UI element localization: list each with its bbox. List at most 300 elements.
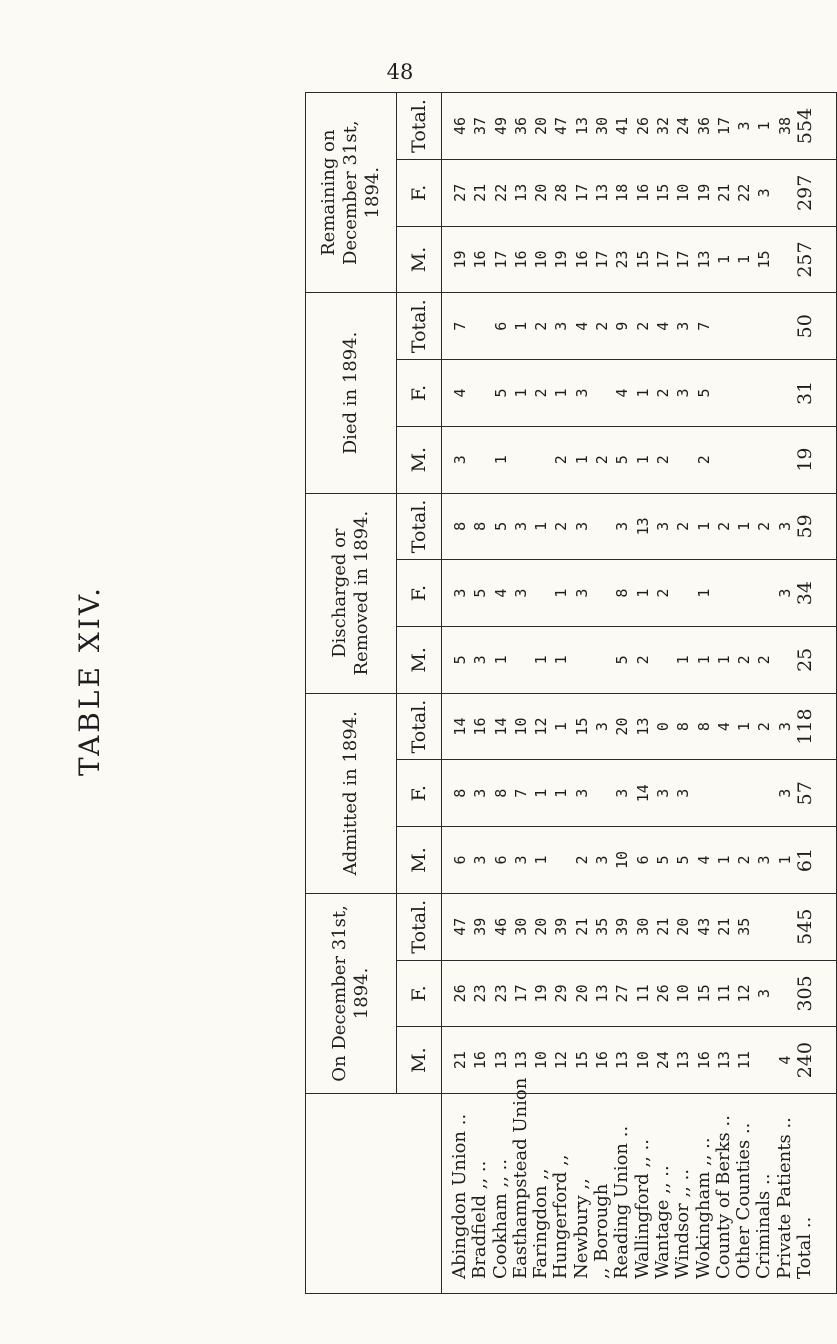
data-cell: [531, 560, 551, 626]
data-cell: 28: [552, 183, 571, 202]
data-cell: 1: [735, 722, 754, 732]
data-cell: 47: [552, 116, 571, 135]
data-cell: [572, 627, 592, 693]
data-cell: 1: [572, 455, 591, 465]
data-cell: 3: [775, 722, 794, 732]
column-header: Total.: [397, 493, 442, 560]
total-cell: 545: [794, 908, 817, 945]
data-cell: 1: [552, 588, 571, 598]
data-cell: 9: [613, 321, 632, 331]
group-header: Discharged or Removed in 1894.: [306, 493, 397, 693]
data-cell: 32: [653, 116, 672, 135]
data-cell: 16: [633, 183, 652, 202]
data-cell: 1: [491, 655, 510, 665]
row-label: Private Patients ..: [773, 1117, 795, 1279]
data-cell: [754, 894, 774, 960]
data-column: [442, 293, 837, 360]
data-cell: 1: [491, 455, 510, 465]
data-column: [442, 360, 837, 427]
data-cell: 3: [755, 855, 774, 865]
data-cell: 17: [714, 116, 733, 135]
data-cell: 20: [674, 917, 693, 936]
statistics-table: [305, 92, 817, 1294]
data-cell: 7: [451, 321, 469, 331]
data-cell: 18: [613, 183, 632, 202]
data-cell: 3: [755, 188, 774, 198]
data-cell: 3: [593, 855, 612, 865]
total-cell: 19: [794, 447, 817, 472]
data-cell: 21: [572, 917, 591, 936]
data-cell: 30: [593, 116, 612, 135]
data-cell: 1: [511, 321, 530, 331]
data-cell: [714, 427, 734, 493]
data-cell: 16: [593, 1051, 612, 1070]
data-cell: 20: [532, 183, 551, 202]
data-cell: [673, 427, 693, 493]
data-cell: 16: [471, 717, 490, 736]
data-cell: 5: [451, 655, 469, 665]
data-cell: 3: [775, 521, 794, 531]
data-cell: 43: [694, 917, 713, 936]
data-cell: [734, 360, 754, 426]
data-cell: 2: [755, 655, 774, 665]
data-cell: 3: [511, 855, 530, 865]
row-label-header: [306, 1094, 442, 1294]
data-cell: 5: [491, 521, 510, 531]
data-cell: 26: [653, 984, 672, 1003]
data-cell: [734, 293, 754, 359]
row-label: Wokingham ,, ..: [692, 1137, 714, 1279]
data-cell: 2: [633, 321, 652, 331]
total-cell: 61: [794, 847, 817, 873]
data-column: [442, 159, 837, 226]
data-cell: [714, 293, 734, 359]
row-label: Hungerford ,,: [550, 1154, 572, 1279]
data-cell: 1: [532, 521, 551, 531]
data-cell: 26: [451, 984, 469, 1003]
data-cell: 13: [593, 183, 612, 202]
data-cell: [511, 427, 531, 493]
data-cell: 3: [613, 788, 632, 798]
data-cell: 3: [572, 521, 591, 531]
data-cell: 17: [491, 250, 510, 269]
data-cell: 12: [552, 1051, 571, 1070]
data-cell: 1: [532, 855, 551, 865]
data-column: [442, 1027, 837, 1094]
total-cell: 34: [794, 581, 817, 606]
data-cell: 2: [552, 521, 571, 531]
row-label: ,, Borough: [591, 1183, 613, 1279]
total-cell: 50: [794, 314, 817, 339]
data-cell: [714, 760, 734, 826]
data-cell: 5: [613, 455, 632, 465]
column-header: Total.: [397, 93, 442, 160]
data-cell: 1: [674, 655, 693, 665]
data-cell: [734, 560, 754, 626]
data-cell: 17: [653, 250, 672, 269]
data-cell: 36: [694, 116, 713, 135]
group-header: Admitted in 1894.: [306, 693, 397, 893]
data-cell: [775, 360, 795, 426]
data-cell: 1: [755, 121, 774, 131]
data-cell: 16: [511, 250, 530, 269]
data-cell: 3: [653, 521, 672, 531]
data-cell: 2: [735, 855, 754, 865]
data-cell: 3: [613, 521, 632, 531]
data-cell: 16: [471, 1051, 490, 1070]
data-cell: 20: [532, 917, 551, 936]
data-cell: 21: [714, 917, 733, 936]
data-cell: 10: [613, 850, 632, 870]
data-cell: 26: [633, 116, 652, 135]
data-cell: 6: [491, 321, 510, 331]
data-cell: 2: [653, 455, 672, 465]
data-cell: 47: [451, 917, 469, 936]
data-cell: 1: [775, 855, 794, 865]
total-cell: 554: [794, 107, 817, 145]
data-cell: 22: [735, 183, 754, 202]
data-cell: 19: [451, 250, 469, 269]
data-cell: [734, 760, 754, 826]
column-header: Total.: [397, 893, 442, 960]
data-cell: 15: [572, 717, 591, 736]
data-cell: 14: [451, 717, 469, 736]
row-label: Reading Union ..: [611, 1125, 633, 1279]
data-cell: [592, 494, 612, 560]
data-cell: [470, 360, 490, 426]
data-cell: 1: [714, 255, 733, 265]
data-cell: [694, 760, 714, 826]
data-cell: 1: [714, 855, 733, 865]
data-cell: 1: [532, 655, 551, 665]
data-cell: 12: [532, 717, 551, 736]
data-cell: 10: [532, 250, 551, 269]
data-cell: 17: [674, 250, 693, 269]
data-cell: [775, 293, 795, 359]
data-cell: [592, 360, 612, 426]
data-cell: 29: [552, 984, 571, 1003]
data-cell: [592, 627, 612, 693]
data-cell: 3: [552, 321, 571, 331]
column-header: M.: [397, 426, 442, 493]
data-cell: 11: [714, 984, 733, 1003]
group-header: On December 31st, 1894.: [306, 893, 397, 1093]
data-cell: [754, 760, 774, 826]
row-label: Total ..: [794, 1216, 816, 1279]
data-cell: 2: [593, 321, 612, 331]
data-cell: 38: [775, 116, 794, 135]
data-cell: [470, 293, 490, 359]
data-cell: 15: [694, 984, 713, 1003]
data-cell: 1: [694, 588, 713, 598]
column-header: M.: [397, 626, 442, 693]
data-cell: 17: [593, 250, 612, 269]
total-cell: 118: [794, 708, 817, 745]
data-cell: 3: [451, 455, 469, 465]
data-cell: [775, 427, 795, 493]
data-cell: 19: [532, 984, 551, 1003]
data-cell: 3: [511, 588, 530, 598]
data-cell: 17: [511, 984, 530, 1003]
data-cell: 20: [532, 116, 551, 135]
data-cell: 13: [633, 517, 652, 536]
data-column: [442, 827, 837, 894]
data-cell: 3: [572, 788, 591, 798]
data-cell: 1: [735, 521, 754, 531]
data-cell: 2: [552, 455, 571, 465]
data-cell: 3: [471, 855, 490, 865]
data-cell: [754, 427, 774, 493]
data-cell: 21: [451, 1051, 469, 1070]
data-cell: 10: [633, 1051, 652, 1070]
data-cell: 3: [572, 588, 591, 598]
data-cell: 13: [511, 1051, 530, 1070]
column-header: F.: [397, 760, 442, 827]
data-cell: 20: [613, 717, 632, 736]
data-cell: 8: [674, 722, 693, 732]
data-cell: 13: [674, 1051, 693, 1070]
row-label: Cookham ,, ..: [489, 1158, 511, 1279]
data-cell: 1: [633, 388, 652, 398]
data-cell: 20: [572, 984, 591, 1003]
column-header: M.: [397, 1027, 442, 1094]
data-cell: 13: [714, 1051, 733, 1070]
data-cell: 4: [775, 1055, 794, 1065]
data-cell: 2: [714, 521, 733, 531]
data-cell: 5: [471, 588, 490, 598]
data-cell: 13: [694, 250, 713, 269]
data-cell: 23: [491, 984, 510, 1003]
data-cell: 15: [572, 1051, 591, 1070]
data-cell: 2: [532, 388, 551, 398]
column-header: F.: [397, 960, 442, 1027]
data-cell: 8: [451, 521, 469, 531]
data-cell: 21: [714, 183, 733, 202]
row-label: Windsor ,, ..: [672, 1168, 694, 1279]
data-cell: 13: [572, 116, 591, 135]
data-cell: [470, 427, 490, 493]
column-header: F.: [397, 159, 442, 226]
data-cell: 8: [694, 722, 713, 732]
data-cell: 24: [653, 1051, 672, 1070]
data-cell: 39: [552, 917, 571, 936]
data-cell: 3: [511, 521, 530, 531]
data-cell: 14: [633, 784, 652, 803]
data-cell: 15: [653, 183, 672, 202]
data-cell: 24: [674, 116, 693, 135]
data-column: [442, 426, 837, 493]
data-cell: 2: [653, 588, 672, 598]
row-label: Criminals ..: [753, 1173, 775, 1279]
data-cell: 21: [653, 917, 672, 936]
data-cell: 27: [451, 183, 469, 202]
data-cell: 10: [511, 717, 530, 736]
data-cell: 5: [653, 855, 672, 865]
total-cell: 257: [794, 241, 817, 278]
data-cell: 4: [491, 588, 510, 598]
data-cell: 8: [491, 788, 510, 798]
data-cell: 30: [511, 917, 530, 936]
group-header: Remaining on December 31st, 1894.: [306, 93, 397, 293]
column-header: F.: [397, 560, 442, 627]
data-cell: 4: [451, 388, 469, 398]
data-cell: 6: [633, 855, 652, 865]
total-cell: 25: [794, 647, 817, 672]
data-cell: [673, 560, 693, 626]
column-header: M.: [397, 226, 442, 293]
data-cell: [592, 560, 612, 626]
data-cell: 4: [694, 855, 713, 865]
column-header: M.: [397, 827, 442, 894]
data-cell: 8: [451, 788, 469, 798]
data-cell: 5: [674, 855, 693, 865]
data-cell: 2: [755, 521, 774, 531]
table-title: TABLE XIV.: [73, 584, 107, 776]
column-header: Total.: [397, 693, 442, 760]
data-cell: [551, 827, 571, 893]
data-cell: 41: [613, 116, 632, 135]
data-cell: 2: [653, 388, 672, 398]
data-column: [442, 960, 837, 1027]
data-cell: [775, 627, 795, 693]
data-cell: 1: [633, 455, 652, 465]
data-cell: 4: [572, 321, 591, 331]
row-label: Easthampstead Union: [509, 1077, 531, 1279]
data-cell: [754, 1027, 774, 1093]
data-cell: 7: [511, 788, 530, 798]
data-cell: [775, 227, 795, 293]
data-column: [442, 893, 837, 960]
data-cell: 2: [694, 455, 713, 465]
data-cell: 1: [552, 788, 571, 798]
column-header: F.: [397, 360, 442, 427]
data-cell: 21: [471, 183, 490, 202]
data-cell: 1: [714, 655, 733, 665]
data-cell: 5: [613, 655, 632, 665]
data-cell: 4: [653, 321, 672, 331]
row-label: Other Counties ..: [733, 1122, 755, 1279]
data-cell: 30: [633, 917, 652, 936]
data-cell: 23: [613, 250, 632, 269]
total-cell: 297: [794, 174, 817, 211]
data-cell: [754, 560, 774, 626]
data-cell: 37: [471, 116, 490, 135]
data-cell: 36: [511, 116, 530, 135]
data-cell: [754, 360, 774, 426]
row-label: Wallingford ,, ..: [631, 1138, 653, 1279]
data-cell: 10: [674, 183, 693, 202]
data-cell: 11: [633, 984, 652, 1003]
data-cell: 1: [694, 521, 713, 531]
data-cell: 49: [491, 116, 510, 135]
data-cell: 3: [674, 788, 693, 798]
data-column: [442, 560, 837, 627]
row-label: Faringdon ,,: [530, 1168, 552, 1279]
data-column: [442, 226, 837, 293]
data-column: [442, 93, 837, 160]
total-cell: 240: [794, 1042, 817, 1079]
data-cell: 0: [653, 722, 672, 732]
data-cell: 1: [633, 588, 652, 598]
page-number: 48: [386, 60, 414, 84]
data-cell: [653, 627, 673, 693]
data-cell: 22: [491, 183, 510, 202]
group-header: Died in 1894.: [306, 293, 397, 493]
data-column: [442, 626, 837, 693]
data-cell: [734, 427, 754, 493]
data-column: [442, 693, 837, 760]
data-cell: 2: [532, 321, 551, 331]
data-cell: 15: [755, 250, 774, 269]
data-cell: 1: [552, 388, 571, 398]
row-label: Wantage ,, ..: [651, 1165, 673, 1279]
data-cell: 10: [674, 984, 693, 1003]
data-cell: [775, 160, 795, 226]
data-cell: [775, 961, 795, 1027]
data-cell: [592, 760, 612, 826]
data-cell: 39: [613, 917, 632, 936]
data-cell: 12: [735, 984, 754, 1003]
data-cell: 2: [633, 655, 652, 665]
data-cell: 13: [511, 183, 530, 202]
data-cell: 3: [653, 788, 672, 798]
data-cell: 15: [633, 250, 652, 269]
data-column: [442, 760, 837, 827]
total-cell: 59: [794, 514, 817, 539]
data-cell: 16: [572, 250, 591, 269]
row-label: Newbury ,,: [570, 1178, 592, 1279]
row-label: Bradfield ,, ..: [469, 1160, 491, 1279]
row-label: Abingdon Union ..: [449, 1113, 470, 1279]
row-label: [815, 1094, 835, 1279]
data-cell: 10: [532, 1051, 551, 1070]
data-cell: 16: [471, 250, 490, 269]
data-cell: 35: [735, 917, 754, 936]
data-cell: 4: [613, 388, 632, 398]
data-column: [442, 493, 837, 560]
data-cell: 6: [451, 855, 469, 865]
data-cell: 7: [694, 321, 713, 331]
data-cell: 27: [613, 984, 632, 1003]
data-cell: 2: [755, 722, 774, 732]
data-cell: 1: [532, 788, 551, 798]
data-cell: 3: [593, 722, 612, 732]
data-cell: 2: [593, 455, 612, 465]
data-cell: 1: [735, 255, 754, 265]
column-header: Total.: [397, 293, 442, 360]
data-cell: 8: [471, 521, 490, 531]
data-cell: [531, 427, 551, 493]
total-cell: 31: [794, 380, 817, 406]
data-cell: 3: [471, 655, 490, 665]
data-cell: 1: [552, 655, 571, 665]
data-cell: 5: [491, 388, 510, 398]
data-cell: 6: [491, 855, 510, 865]
data-cell: 2: [674, 521, 693, 531]
data-cell: 23: [471, 984, 490, 1003]
data-cell: 46: [491, 917, 510, 936]
data-cell: 5: [694, 388, 713, 398]
total-cell: 305: [794, 975, 817, 1012]
data-cell: 17: [572, 183, 591, 202]
data-cell: 13: [593, 984, 612, 1003]
total-cell: 57: [794, 781, 817, 806]
data-cell: 11: [735, 1051, 754, 1070]
data-cell: 19: [552, 250, 571, 269]
data-cell: 13: [633, 717, 652, 736]
data-cell: 3: [674, 321, 693, 331]
data-cell: [775, 894, 795, 960]
